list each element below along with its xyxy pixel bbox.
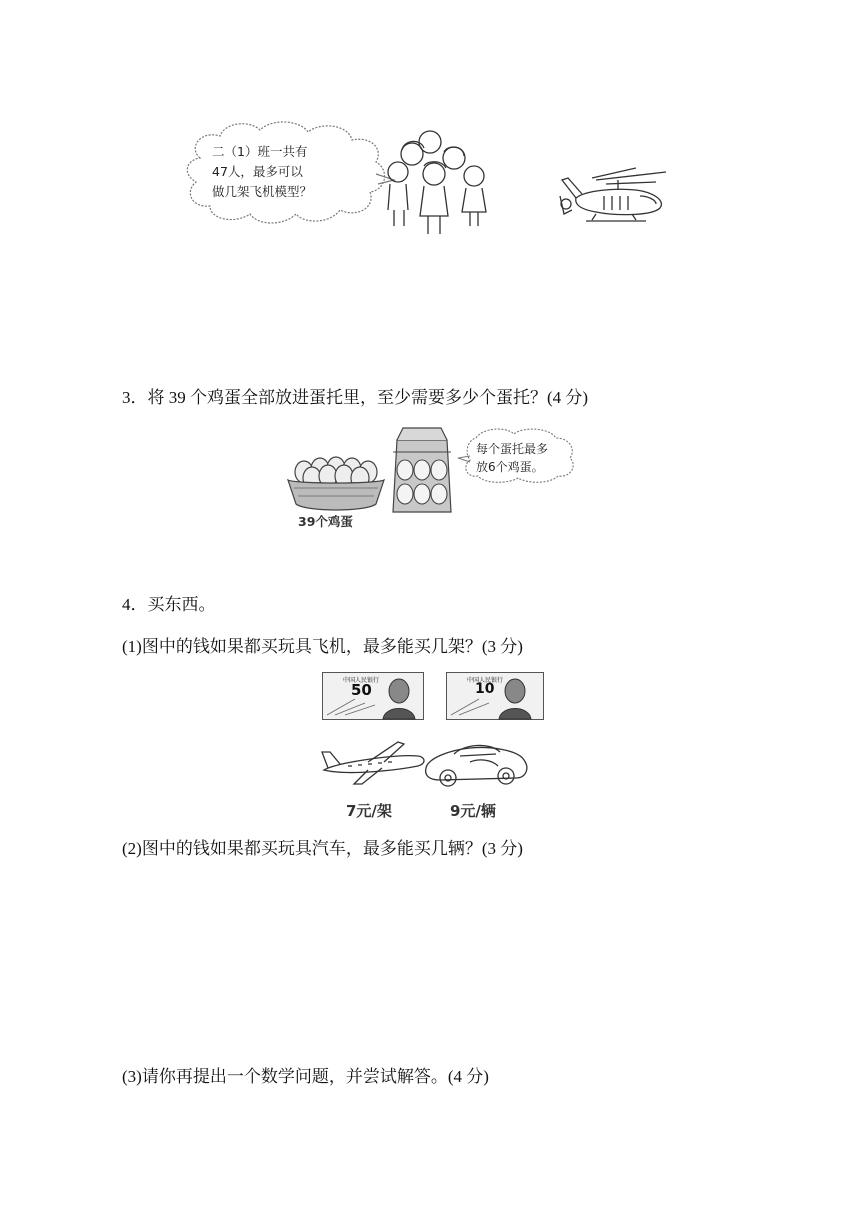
- tray-note-line-2: 放6个鸡蛋。: [476, 460, 544, 474]
- banknote-50-value: 50: [351, 681, 372, 699]
- car-price: 9元/辆: [450, 802, 496, 820]
- toy-plane-image: [318, 738, 428, 788]
- portrait-10-image: [495, 675, 535, 719]
- plane-price: 7元/架: [346, 802, 392, 820]
- problem4-heading: 4．买东西。: [122, 595, 216, 614]
- problem4-sub2: (2)图中的钱如果都买玩具汽车，最多能买几辆？(3 分): [122, 839, 523, 858]
- children-group-image: [384, 126, 494, 236]
- helicopter-image: [556, 166, 676, 226]
- banknote-50-header: 中国人民银行: [343, 677, 380, 684]
- banknote-50-pattern: [325, 697, 385, 717]
- problem4-sub1: (1)图中的钱如果都买玩具飞机，最多能买几架？(3 分): [122, 637, 523, 656]
- basket-caption: 39个鸡蛋: [298, 514, 353, 529]
- speech-line-1: 二（1）班一共有: [212, 144, 308, 159]
- speech-line-2: 47人，最多可以: [212, 164, 303, 179]
- banknote-10-pattern: [449, 697, 499, 717]
- banknote-10: [446, 672, 544, 720]
- portrait-50-image: [379, 675, 419, 719]
- egg-tray-image: [389, 426, 455, 516]
- problem4-sub3: (3)请你再提出一个数学问题，并尝试解答。(4 分): [122, 1067, 489, 1086]
- tray-note-line-1: 每个蛋托最多: [476, 442, 549, 456]
- banknote-50: [322, 672, 424, 720]
- toy-car-image: [420, 738, 532, 788]
- banknote-10-header: 中国人民银行: [467, 677, 504, 684]
- problem3-question: 3．将 39 个鸡蛋全部放进蛋托里，至少需要多少个蛋托？(4 分): [122, 388, 589, 407]
- banknote-10-value: 10: [475, 681, 495, 697]
- speech-line-3: 做几架飞机模型？: [212, 184, 313, 199]
